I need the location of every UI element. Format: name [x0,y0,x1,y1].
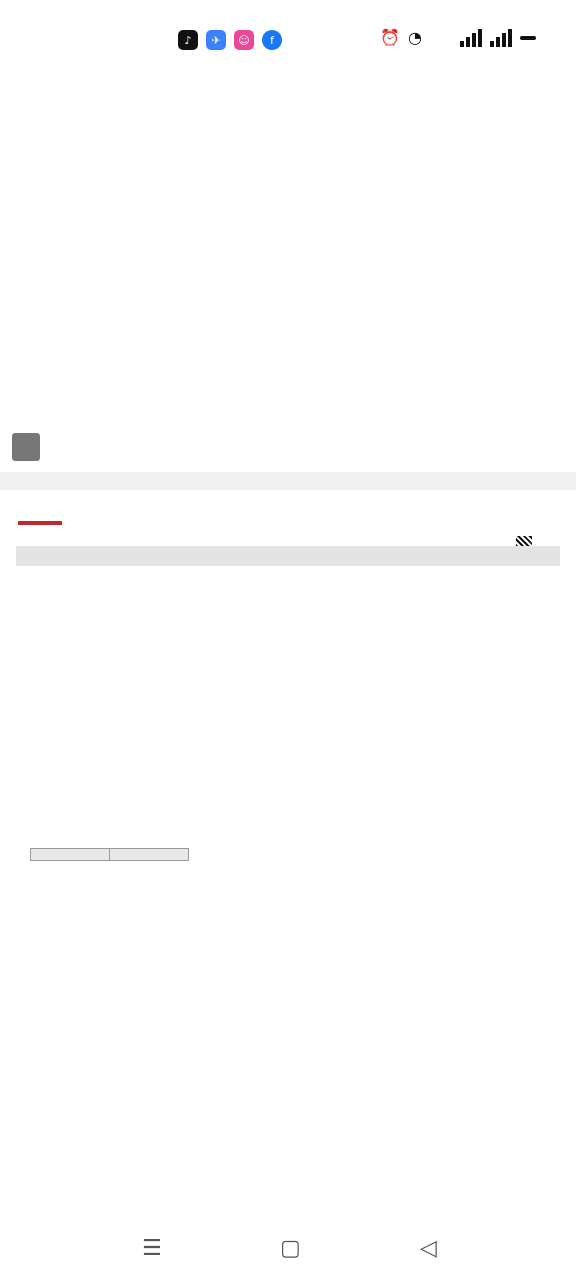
signal-icon [460,29,482,47]
grade-header-range [31,849,110,861]
wifi-icon: ◔ [408,28,422,47]
system-indicators [380,28,536,47]
logo-underline [18,521,62,525]
battery-indicator [520,36,536,40]
grade-header-level [110,849,189,861]
navigation-bar [0,1226,576,1280]
alarm-icon: ⏰ [380,28,401,47]
status-bar [0,0,576,76]
signal-2-icon [490,29,512,47]
report-meta-box [16,546,560,566]
chat-app-icon: ☺ [234,30,254,50]
score-grade-table [30,848,189,861]
tiktok-icon: ♪ [178,30,198,50]
back-icon[interactable]: ◁ [420,1236,437,1261]
home-icon[interactable]: ▢ [280,1236,301,1261]
page-badge [12,433,40,461]
messenger-icon: ✈ [206,30,226,50]
recent-apps-icon[interactable]: ☰ [142,1236,162,1261]
notification-icons [178,30,282,50]
facebook-icon: f [262,30,282,50]
page-gap [0,472,576,490]
